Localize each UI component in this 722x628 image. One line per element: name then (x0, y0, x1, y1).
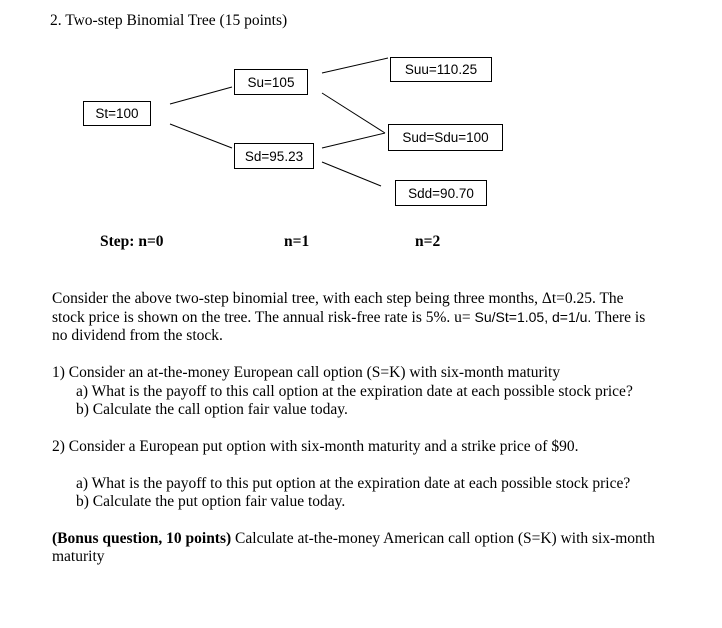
edge-st-sd (170, 124, 232, 148)
edge-sd-sud (322, 133, 385, 148)
step-n1-label: n=1 (284, 233, 310, 250)
node-suu: Suu=110.25 (390, 57, 492, 82)
intro-line-2-tail: There is (591, 309, 646, 326)
bonus-label: (Bonus question, 10 points) (52, 530, 232, 547)
step-n0-label: Step: n=0 (100, 233, 164, 250)
edge-su-sud (322, 93, 385, 133)
node-sud: Sud=Sdu=100 (388, 124, 503, 151)
part1-item-a: a) What is the payoff to this call option at the expiration date at each possible stock price? (76, 383, 633, 400)
node-sdd: Sdd=90.70 (395, 180, 487, 206)
bonus-line-1 (52, 530, 655, 549)
part1-header: 1) Consider an at-the-money European call option (S=K) with six-month maturity (52, 364, 561, 381)
edge-su-suu (322, 58, 388, 73)
intro-line-2 (52, 308, 645, 328)
intro-ratio-formula: Su/St=1.05, d=1/u. (474, 309, 592, 325)
step-n2-label: n=2 (415, 233, 441, 250)
part1-item-b: b) Calculate the call option fair value today. (76, 401, 348, 418)
part2-header: 2) Consider a European put option with six-month maturity and a strike price of $90. (52, 438, 579, 455)
bonus-text: Calculate at-the-money American call option (S=K) with six-month (231, 530, 655, 547)
bonus-line-2: maturity (52, 548, 105, 565)
node-su: Su=105 (234, 69, 308, 95)
node-sd: Sd=95.23 (234, 143, 314, 169)
intro-line-2-text: stock price is shown on the tree. The annual risk-free rate is 5%. u= (52, 309, 475, 326)
part2-item-a: a) What is the payoff to this put option at the expiration date at each possible stock price? (76, 475, 631, 492)
edge-sd-sdd (322, 162, 381, 186)
intro-line-3: no dividend from the stock. (52, 327, 223, 344)
edge-st-su (170, 87, 232, 104)
part2-item-b: b) Calculate the put option fair value today. (76, 493, 346, 510)
node-st: St=100 (83, 101, 151, 126)
intro-line-1: Consider the above two-step binomial tree, with each step being three months, Δt=0.25. The (52, 290, 624, 307)
question-heading: 2. Two-step Binomial Tree (15 points) (50, 12, 288, 29)
